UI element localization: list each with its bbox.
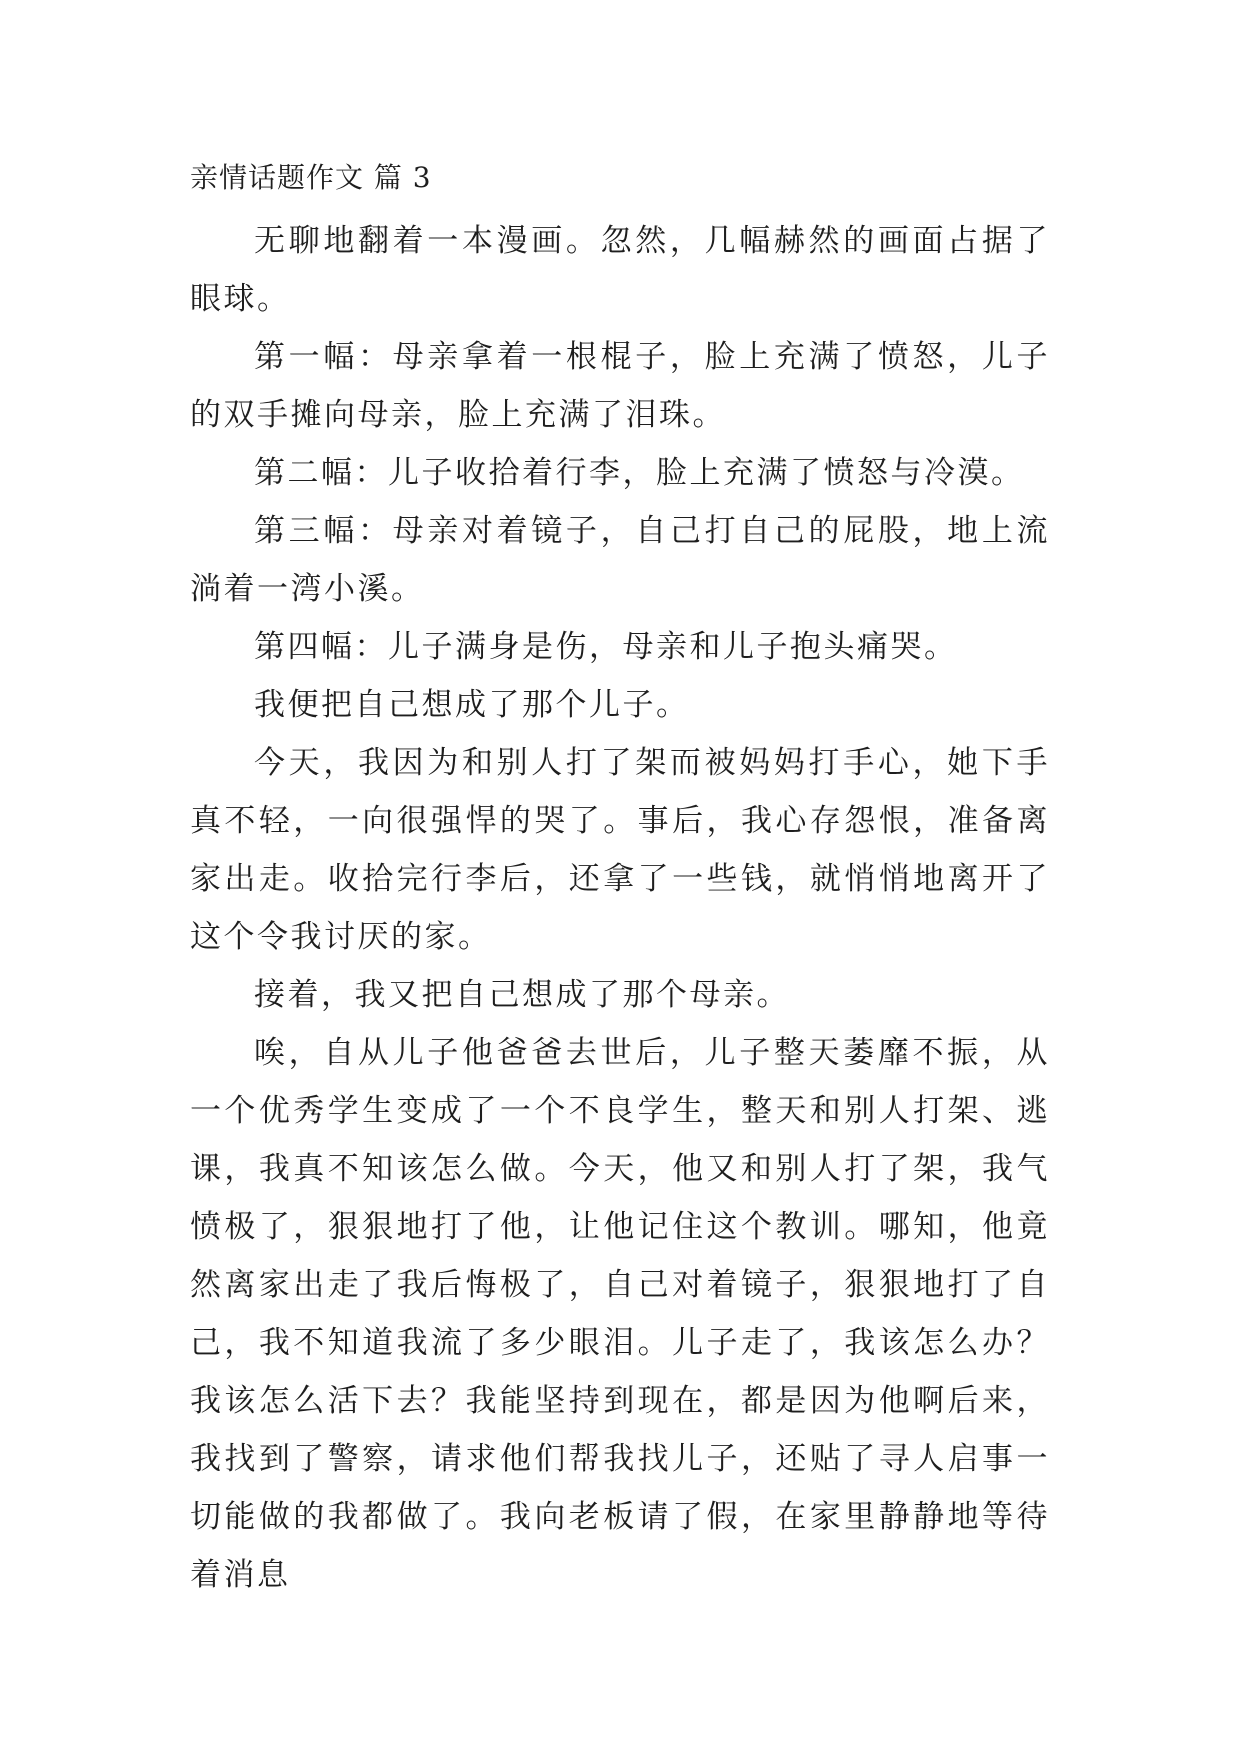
paragraph: 第四幅：儿子满身是伤，母亲和儿子抱头痛哭。 xyxy=(254,629,958,665)
paragraph: 第一幅：母亲拿着一根棍子，脸上充满了愤怒，儿子的双手摊向母亲，脸上充满了泪珠。 xyxy=(190,339,1050,433)
paragraph: 唉，自从儿子他爸爸去世后，儿子整天萎靡不振，从一个优秀学生变成了一个不良学生，整天和别人打架、逃课，我真不知该怎么做。今天，他又和别人打了架，我气愤极了，狠狠地打了他，让他记住这个教训。哪知，他竟然离家出走了我后悔极了，自己对着镜子，狠狠地打了自己，我不知道我流了多少眼泪。儿子走了，我该怎么办？我该怎么活下去？我能坚持到现在，都是因为他啊后来，我找到了警察，请求他们帮我找儿子，还贴了寻人启事一切能做的我都做了。我向老板请了假，在家里静静地等待着消息 xyxy=(190,1035,1050,1593)
document-body xyxy=(190,160,1050,1604)
paragraph: 第三幅：母亲对着镜子，自己打自己的屁股，地上流淌着一湾小溪。 xyxy=(190,513,1050,607)
paragraph: 接着，我又把自己想成了那个母亲。 xyxy=(254,977,790,1013)
essay-title: 亲情话题作文 篇 3 xyxy=(190,161,432,194)
paragraph: 今天，我因为和别人打了架而被妈妈打手心，她下手真不轻，一向很强悍的哭了。事后，我心存怨恨，准备离家出走。收拾完行李后，还拿了一些钱，就悄悄地离开了这个令我讨厌的家。 xyxy=(190,745,1050,955)
paragraph: 我便把自己想成了那个儿子。 xyxy=(254,687,690,723)
paragraph: 无聊地翻着一本漫画。忽然，几幅赫然的画面占据了眼球。 xyxy=(190,223,1050,317)
paragraph: 第二幅：儿子收拾着行李，脸上充满了愤怒与冷漠。 xyxy=(254,455,1025,491)
